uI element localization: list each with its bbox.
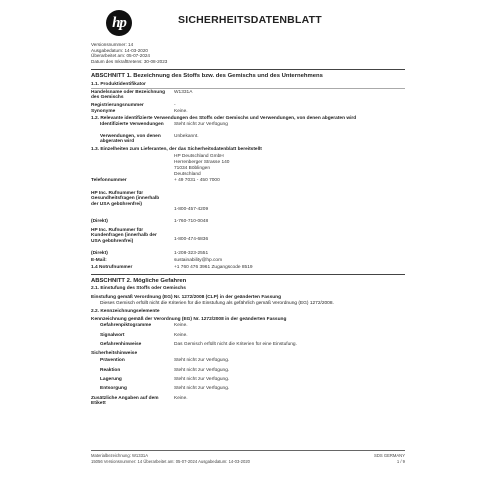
signal-label: Signalwort — [100, 333, 125, 338]
direkt1-value: 1-760-710-0048 — [174, 219, 209, 224]
meta-version: Versionsnummer: 14 — [91, 42, 134, 47]
hinweise-label: Gefahrenhinweise — [100, 342, 142, 347]
footer-page-number: 1 / 9 — [396, 459, 405, 464]
kunden-label: HP Inc. Rufnummer für Kundenfragen (innerhalb der USA gebührenfrei) — [91, 228, 157, 244]
footer-material: Materialbezeichnung: W1331A — [91, 453, 149, 458]
einstufung-title: Einstufung gemäß Verordnung (EG) Nr. 1272/2008 (CLP) in der geänderten Fassung — [91, 295, 282, 300]
kunden-value: 1-800-474-6836 — [174, 237, 209, 242]
registrierung-label: Registrierungsnummer — [91, 103, 144, 108]
meta-revised: Überarbeitet am: 05-07-2024 — [91, 53, 150, 59]
identifiziert-value: Steht nicht zur Verfügung — [174, 122, 228, 127]
telefon-value: + 49 7031 - 450 7000 — [174, 178, 220, 183]
direkt2-value: 1-208-323-2551 — [174, 251, 209, 256]
page-footer — [91, 450, 405, 464]
footer-details: 15056 Versionsnummer: 14 Überarbeitet am: 05-07-2024 Ausgabedatum: 14-03-2020 — [91, 459, 250, 464]
usa-health-label: HP Inc. Rufnummer für Gesundheitsfragen (innerhalb der USA gebührenfrei) — [91, 191, 160, 207]
email-label: E-Mail: — [91, 258, 107, 263]
s11-heading: 1.1. Produktidentifikator — [91, 82, 146, 87]
meta-effective: Datum des Inkrafttretens: 30-08-2023 — [91, 59, 168, 65]
s22-heading: 2.2. Kennzeichnungselemente — [91, 309, 160, 314]
address-line-3: 71034 Böblingen — [174, 166, 211, 171]
section-1-heading: ABSCHNITT 1. Bezeichnung des Stoffs bzw. des Gemischs und des Unternehmens — [91, 69, 405, 79]
zusatz-value: Keine. — [174, 396, 188, 401]
handelsname-value: W1331A — [174, 90, 193, 95]
hinweise-value: Das Gemisch erfüllt nicht die Kriterien für eine Einstufung. — [174, 342, 297, 347]
lagerung-value: Steht nicht zur Verfügung. — [174, 377, 230, 382]
usa-health-value: 1-800-457-4209 — [174, 207, 209, 212]
hp-logo: hp — [106, 10, 132, 36]
telefon-label: Telefonnummer — [91, 178, 127, 183]
handelsname-label: Handelsname oder Bezeichnung des Gemischs — [91, 90, 166, 101]
address-line-4: Deutschland — [174, 172, 201, 177]
document-title: SICHERHEITSDATENBLATT — [178, 14, 322, 26]
direkt2-label: (Direkt) — [91, 251, 108, 256]
notruf-value: +1 760 476 3961 Zugangscode 8519 — [174, 265, 253, 270]
registrierung-value: - — [174, 103, 176, 108]
kennz-title: Kennzeichnung gemäß der Verordnung (EG) Nr. 1272/2008 in der geänderten Fassung — [91, 317, 287, 322]
notruf-label: 1.4 Notrufnummer — [91, 265, 133, 270]
footer-country: SDS GERMANY — [374, 453, 405, 458]
document-meta — [91, 42, 167, 65]
pikto-value: Keine. — [174, 323, 188, 328]
address-line-2: Herrenberger Strasse 140 — [174, 160, 230, 165]
praevention-value: Steht nicht zur Verfügung. — [174, 358, 230, 363]
sicherheit-label: Sicherheitshinweise — [91, 351, 138, 356]
zusatz-label: Zusätzliche Angaben auf dem Etikett — [91, 396, 159, 407]
direkt1-label: (Direkt) — [91, 219, 108, 224]
reaktion-label: Reaktion — [100, 368, 121, 373]
meta-issue-date: Ausgabedatum: 14-03-2020 — [91, 47, 148, 53]
s12-heading: 1.2. Relevante identifizierte Verwendungen des Stoffs oder Gemischs und Verwendungen, von denen abgeraten wird — [91, 116, 357, 121]
abgeraten-label: Verwendungen, von denen abgeraten wird — [100, 134, 161, 145]
entsorgung-value: Steht nicht zur Verfügung. — [174, 386, 230, 391]
signal-value: Keine. — [174, 333, 188, 338]
s13-heading: 1.3. Einzelheiten zum Lieferanten, der das Sicherheitsdatenblatt bereitstellt — [91, 147, 262, 152]
praevention-label: Prävention — [100, 358, 125, 363]
pikto-label: Gefahrenpiktogramme — [100, 323, 152, 328]
reaktion-value: Steht nicht zur Verfügung. — [174, 368, 230, 373]
einstufung-text: Dieses Gemisch erfüllt nicht die Kriterien für die Einstufung als gefährlich gemäß Verordnung (EG) 1272/2008. — [100, 301, 334, 306]
synonyme-label: Synonyme — [91, 109, 116, 114]
s21-heading: 2.1. Einstufung des Stoffs oder Gemischs — [91, 286, 186, 291]
section-2-heading: ABSCHNITT 2. Mögliche Gefahren — [91, 274, 405, 284]
identifiziert-label: Identifizierte Verwendungen — [100, 122, 164, 127]
lagerung-label: Lagerung — [100, 377, 122, 382]
address-line-1: HP Deutschland GmbH — [174, 154, 224, 159]
synonyme-value: Keine. — [174, 109, 188, 114]
abgeraten-value: Unbekannt. — [174, 134, 199, 139]
email-value[interactable]: sustainability@hp.com — [174, 258, 223, 263]
entsorgung-label: Entsorgung — [100, 386, 127, 391]
